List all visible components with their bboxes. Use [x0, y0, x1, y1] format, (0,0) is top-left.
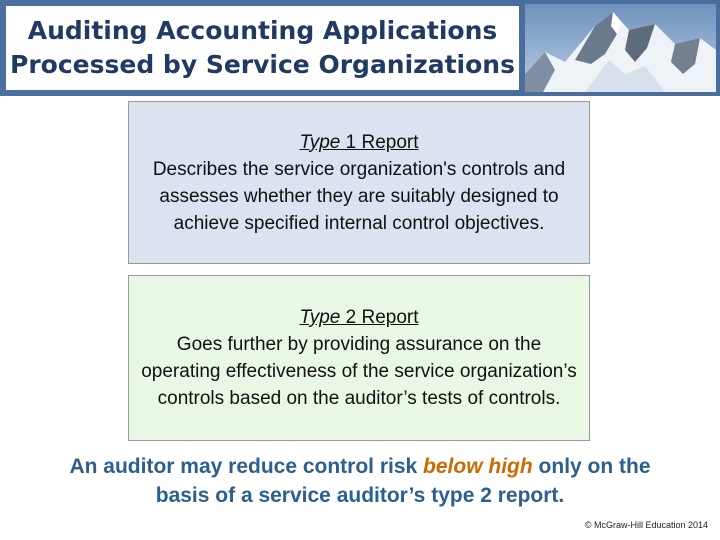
title-line-1: Auditing Accounting Applications	[27, 16, 498, 45]
type-1-report-description: Describes the service organization's controls and assesses whether they are suitably designed to achieve specified internal control objectives.	[152, 158, 566, 234]
type-2-report-heading	[300, 304, 419, 331]
type-2-report-box	[128, 275, 590, 441]
mountain-photo	[525, 4, 716, 92]
type-1-report-box	[128, 101, 590, 264]
footnote-before: An auditor may reduce control risk	[69, 455, 424, 478]
type-1-type-word: Type	[299, 131, 341, 153]
type-2-type-word: Type	[299, 307, 341, 328]
type-1-report-heading	[300, 129, 419, 156]
footnote-statement	[60, 452, 660, 510]
type-2-heading-rest: 2 Report	[340, 307, 419, 328]
title-line-2: Processed by Service Organizations	[10, 50, 515, 79]
title-bar	[0, 0, 720, 96]
footnote-after: only on the basis of a service auditor’s type 2 report.	[155, 455, 651, 507]
copyright-notice: © McGraw-Hill Education 2014	[584, 520, 708, 530]
slide-title	[4, 4, 521, 92]
type-1-heading-rest: 1 Report	[340, 131, 419, 153]
footnote-emphasis: below high	[423, 455, 533, 478]
type-2-report-description: Goes further by providing assurance on the operating effectiveness of the service organization’s controls based on the auditor’s tests of controls.	[141, 334, 577, 409]
